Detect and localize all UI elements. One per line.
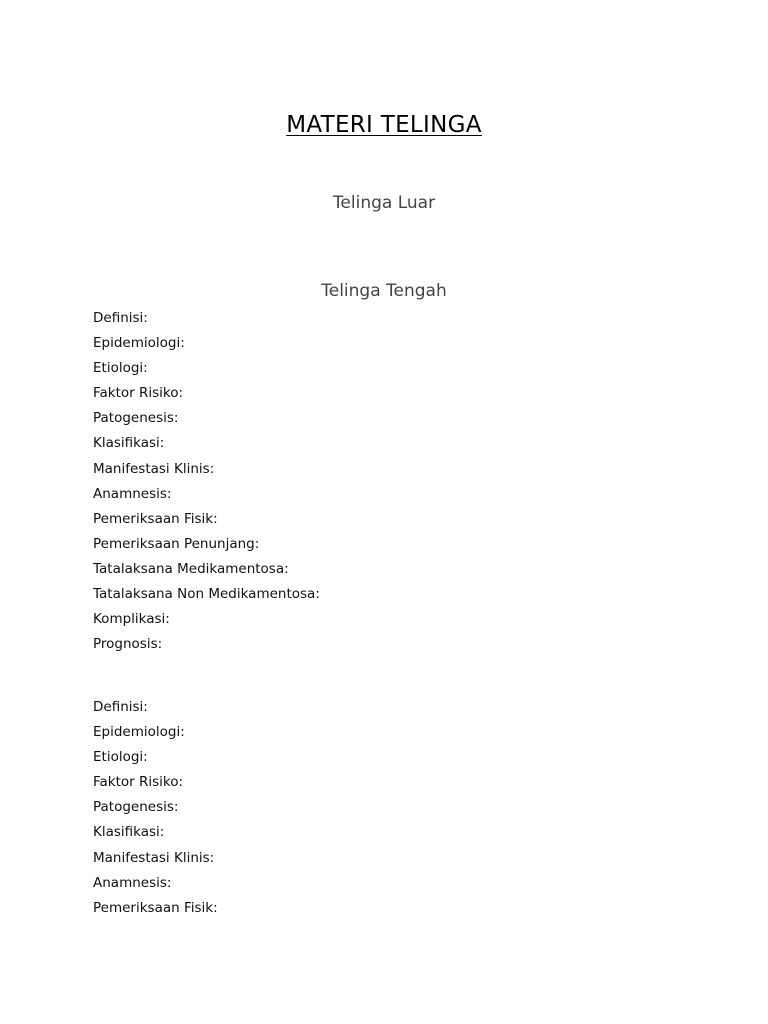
- field-label-tatalaksana-medikamentosa: Tatalaksana Medikamentosa:: [93, 560, 289, 577]
- field-label-faktor-risiko: Faktor Risiko:: [93, 385, 184, 402]
- field-label-klasifikasi: Klasifikasi:: [93, 435, 165, 452]
- field-label-klasifikasi: Klasifikasi:: [93, 824, 165, 841]
- section-heading-telinga-tengah: Telinga Tengah: [321, 281, 447, 301]
- field-label-faktor-risiko: Faktor Risiko:: [93, 774, 184, 791]
- field-label-manifestasi-klinis: Manifestasi Klinis:: [93, 849, 215, 866]
- field-label-prognosis: Prognosis:: [93, 636, 163, 653]
- field-label-etiologi: Etiologi:: [93, 749, 148, 766]
- field-label-epidemiologi: Epidemiologi:: [93, 335, 185, 352]
- field-label-pemeriksaan-penunjang: Pemeriksaan Penunjang:: [93, 535, 260, 552]
- field-label-manifestasi-klinis: Manifestasi Klinis:: [93, 460, 215, 477]
- field-label-tatalaksana-non-medikamentosa: Tatalaksana Non Medikamentosa:: [93, 586, 320, 603]
- field-list-next-section: [93, 697, 218, 923]
- field-label-komplikasi: Komplikasi:: [93, 611, 170, 628]
- field-label-pemeriksaan-fisik: Pemeriksaan Fisik:: [93, 899, 218, 916]
- field-label-etiologi: Etiologi:: [93, 360, 148, 377]
- field-label-patogenesis: Patogenesis:: [93, 410, 179, 427]
- field-label-epidemiologi: Epidemiologi:: [93, 724, 185, 741]
- field-list-telinga-tengah: [93, 308, 320, 659]
- field-label-anamnesis: Anamnesis:: [93, 874, 172, 891]
- page-title: MATERI TELINGA: [286, 112, 482, 138]
- field-label-anamnesis: Anamnesis:: [93, 485, 172, 502]
- field-label-patogenesis: Patogenesis:: [93, 799, 179, 816]
- field-label-pemeriksaan-fisik: Pemeriksaan Fisik:: [93, 510, 218, 527]
- field-label-definisi: Definisi:: [93, 699, 148, 715]
- field-label-definisi: Definisi:: [93, 310, 148, 326]
- section-heading-telinga-luar: Telinga Luar: [332, 193, 436, 213]
